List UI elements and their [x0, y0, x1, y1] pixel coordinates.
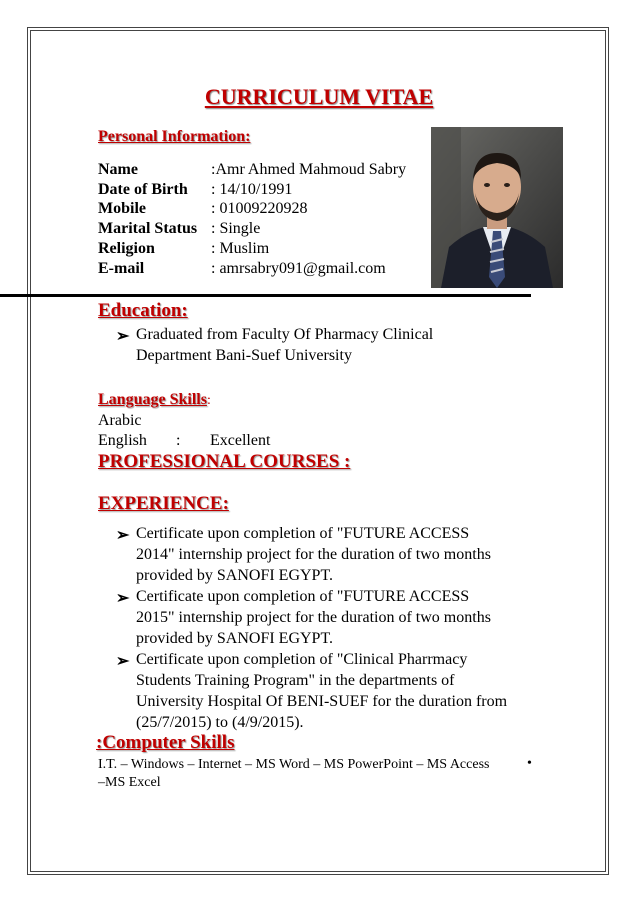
bullet-icon: •	[527, 756, 532, 771]
language-english-level: Excellent	[210, 432, 271, 449]
mobile-value: : 01009220928	[211, 200, 308, 217]
language-native: Arabic	[98, 412, 142, 429]
dob-label: Date of Birth	[98, 181, 188, 198]
experience-2-line-2: 2015" internship project for the duration of two months	[136, 609, 491, 626]
personal-heading: Personal Information:	[98, 128, 251, 145]
arrow-icon: ➢	[116, 328, 130, 345]
profile-photo	[431, 127, 563, 288]
email-value: : amrsabry091@gmail.com	[211, 260, 386, 277]
computer-heading: :Computer Skills	[96, 732, 235, 753]
horizontal-divider	[0, 294, 531, 297]
computer-line-2: –MS Excel	[98, 775, 161, 790]
experience-1-line-2: 2014" internship project for the duration of two months	[136, 546, 491, 563]
marital-value: : Single	[211, 220, 261, 237]
language-english-label: English	[98, 432, 147, 449]
mobile-label: Mobile	[98, 200, 146, 217]
name-value: :Amr Ahmed Mahmoud Sabry	[211, 161, 407, 178]
name-label: Name	[98, 161, 138, 178]
computer-line-1: I.T. – Windows – Internet – MS Word – MS PowerPoint – MS Access	[98, 757, 490, 772]
language-english-sep: :	[176, 432, 181, 449]
dob-value: : 14/10/1991	[211, 181, 293, 198]
education-line-2: Department Bani-Suef University	[136, 347, 352, 364]
courses-heading: PROFESSIONAL COURSES :	[98, 451, 351, 472]
experience-3-line-4: (25/7/2015) to (4/9/2015).	[136, 714, 304, 731]
experience-1-line-3: provided by SANOFI EGYPT.	[136, 567, 334, 584]
arrow-icon: ➢	[116, 527, 130, 544]
experience-3-line-3: University Hospital Of BENI-SUEF for the duration from	[136, 693, 508, 710]
language-heading-colon: :	[206, 393, 211, 408]
experience-heading: EXPERIENCE:	[98, 493, 229, 514]
language-heading: Language Skills	[98, 391, 207, 408]
language-heading-row	[98, 391, 211, 409]
arrow-icon: ➢	[116, 590, 130, 607]
experience-2-line-1: Certificate upon completion of "FUTURE ACCESS	[136, 588, 470, 605]
experience-1-line-1: Certificate upon completion of "FUTURE ACCESS	[136, 525, 470, 542]
arrow-icon: ➢	[116, 653, 130, 670]
religion-label: Religion	[98, 240, 155, 257]
email-label: E-mail	[98, 260, 145, 277]
education-heading: Education:	[98, 300, 188, 321]
education-line-1: Graduated from Faculty Of Pharmacy Clinical	[136, 326, 434, 343]
cv-title: CURRICULUM VITAE	[204, 84, 434, 109]
experience-2-line-3: provided by SANOFI EGYPT.	[136, 630, 334, 647]
religion-value: : Muslim	[211, 240, 270, 257]
experience-3-line-1: Certificate upon completion of "Clinical Pharrmacy	[136, 651, 468, 668]
marital-label: Marital Status	[98, 220, 198, 237]
experience-3-line-2: Students Training Program" in the departments of	[136, 672, 455, 689]
